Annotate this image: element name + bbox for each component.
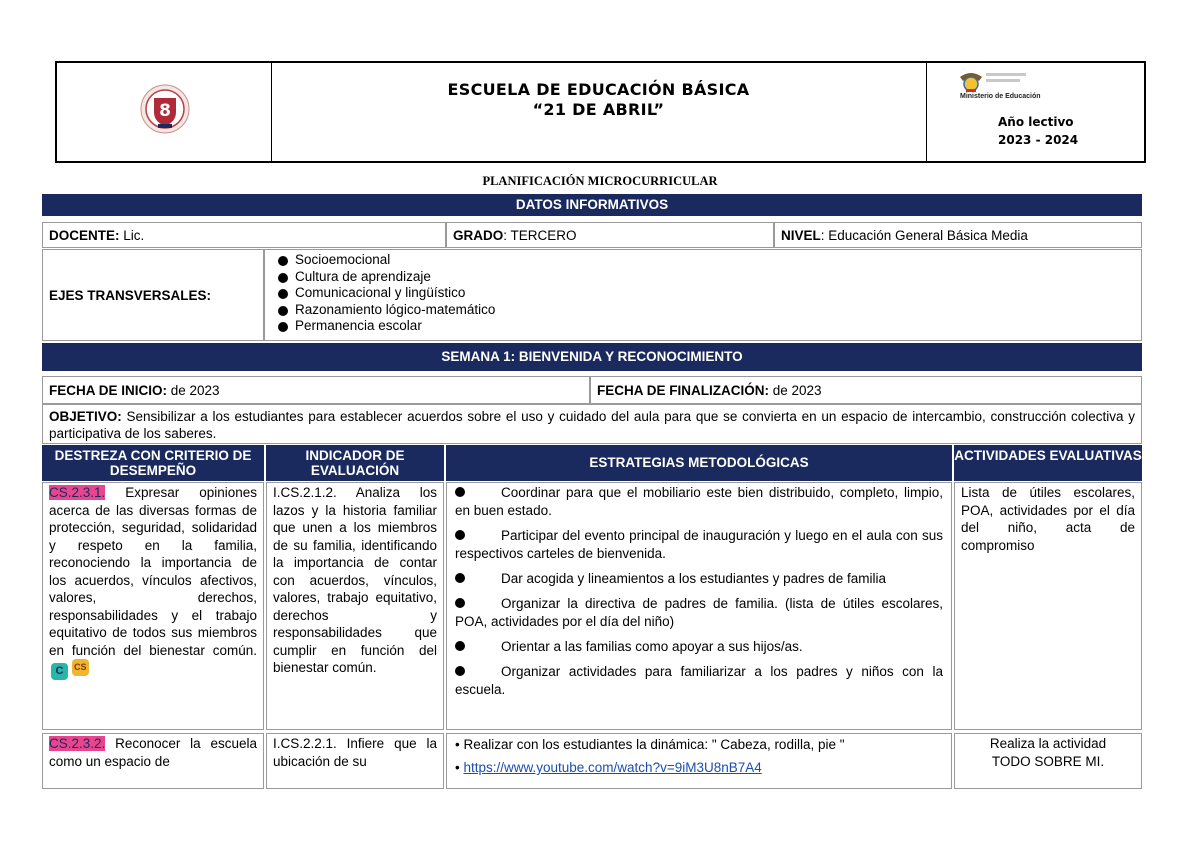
objetivo-cell [42, 404, 1142, 444]
docente-value: Lic. [119, 228, 145, 243]
grado-cell [446, 222, 774, 248]
nivel-cell [774, 222, 1142, 248]
objetivo-text: Sensibilizar a los estudiantes para establecer acuerdos sobre el uso y cuidado del aula para que se convierta en un espacio de intercambio, construcción colectiva y participativa de los saberes. [49, 409, 1135, 441]
page-title: PLANIFICACIÓN MICROCURRICULAR [482, 174, 718, 188]
svg-text:8: 8 [159, 101, 171, 121]
fecha-inicio-label: FECHA DE INICIO: [49, 383, 167, 398]
video-link[interactable]: https://www.youtube.com/watch?v=9iM3U8nB7A4 [463, 760, 762, 775]
school-name-line1: ESCUELA DE EDUCACIÓN BÁSICA [447, 80, 750, 99]
list-item: • https://www.youtube.com/watch?v=9iM3U8nB7A4 [455, 760, 762, 775]
ministry-logo-text: Ministerio de Educación [960, 93, 1041, 100]
row1-indicador-cell [266, 482, 444, 730]
col-header-actividades: ACTIVIDADES EVALUATIVAS [954, 445, 1142, 481]
nivel-value: : Educación General Básica Media [820, 228, 1028, 243]
actividades-text: Lista de útiles escolares, POA, actividades por el día del niño, acta de compromiso [961, 485, 1135, 553]
row2-estrategias-cell [446, 733, 952, 789]
year-cell [926, 63, 1144, 161]
ejes-list [275, 252, 1135, 335]
list-item: Comunicacional y lingüístico [275, 285, 1135, 302]
bullet-icon [278, 289, 288, 299]
nivel-label: NIVEL [781, 228, 821, 243]
list-item: Dar acogida y lineamientos a los estudiantes y padres de familia [455, 570, 943, 588]
grado-value: : TERCERO [503, 228, 577, 243]
fecha-fin-label: FECHA DE FINALIZACIÓN: [597, 383, 769, 398]
destreza-code: CS.2.3.2. [49, 736, 106, 751]
docente-label: DOCENTE: [49, 228, 120, 243]
list-item: Organizar actividades para familiarizar a los padres y niños con la escuela. [455, 664, 943, 697]
school-name-cell [271, 63, 927, 161]
badge-c-icon: C [51, 663, 68, 680]
badge-cs-icon: CS [72, 659, 89, 676]
list-item: Orientar a las familias como apoyar a sus hijos/as. [455, 638, 943, 656]
row2-actividades-cell [954, 733, 1142, 789]
datos-band: DATOS INFORMATIVOS [42, 194, 1142, 216]
bullet-icon [455, 573, 465, 583]
bullet-icon [278, 322, 288, 332]
ejes-label-cell [42, 249, 264, 341]
destreza-code: CS.2.3.1. [49, 485, 106, 500]
bullet-icon [278, 273, 288, 283]
list-item: Coordinar para que el mobiliario este bien distribuido, completo, limpio, en buen estado. [455, 485, 943, 518]
ministry-logo [958, 71, 1041, 105]
grado-label: GRADO [453, 228, 504, 243]
bullet-icon [455, 530, 465, 540]
list-item: Organizar la directiva de padres de familia. (lista de útiles escolares, POA, actividades por el día del niño) [455, 596, 943, 629]
row1-actividades-cell [954, 482, 1142, 730]
school-name-line2: “21 DE ABRIL” [532, 100, 665, 119]
list-item: Socioemocional [275, 252, 1135, 269]
row2-indicador-cell [266, 733, 444, 789]
col-header-indicador: INDICADOR DE EVALUACIÓN [266, 445, 444, 481]
list-item: Permanencia escolar [275, 318, 1135, 335]
bullet-icon [455, 641, 465, 651]
indicador-text: I.CS.2.2.1. Infiere que la ubicación de su [273, 736, 437, 769]
col-header-destreza: DESTREZA CON CRITERIO DE DESEMPEÑO [42, 445, 264, 481]
fecha-inicio-value: de 2023 [167, 383, 220, 398]
actividades-text: Realiza la actividad TODO SOBRE MI. [989, 736, 1107, 769]
row1-destreza-cell [42, 482, 264, 730]
row2-destreza-cell [42, 733, 264, 789]
ejes-label: EJES TRANSVERSALES: [49, 288, 212, 303]
list-item: • Realizar con los estudiantes la dinámica: " Cabeza, rodilla, pie " [455, 737, 845, 752]
bullet-icon [455, 666, 465, 676]
destreza-text: Reconocer la escuela como un espacio de [49, 736, 257, 769]
bullet-icon [455, 487, 465, 497]
school-logo-cell [57, 63, 272, 161]
list-item: Participar del evento principal de inauguración y luego en el aula con sus respectivos carteles de bienvenida. [455, 528, 943, 561]
ecuador-coat-of-arms-icon [958, 71, 984, 93]
destreza-text: Expresar opiniones acerca de las diversas formas de protección, seguridad, solidaridad y respeto en la familia, reconociendo la importancia de los acuerdos, vínculos afectivos, valores, derechos, responsabilidades y el trabajo equitativo de todos sus miembros en función del bienestar común. [49, 485, 257, 658]
list-item: Razonamiento lógico-matemático [275, 302, 1135, 319]
bullet-icon [278, 256, 288, 266]
indicador-text: I.CS.2.1.2. Analiza los lazos y la historia familiar que unen a los miembros de su familia, identificando la importancia de contar con acuerdos, vínculos, valores, trabajo equitativo, derechos y responsabilidades que cumplir en función del bienestar común. [273, 485, 437, 675]
objetivo-label: OBJETIVO: [49, 409, 122, 424]
bullet-icon [278, 306, 288, 316]
col-header-estrategias: ESTRATEGIAS METODOLÓGICAS [446, 445, 952, 481]
year-label: Año lectivo [998, 115, 1074, 129]
list-item: Cultura de aprendizaje [275, 269, 1135, 286]
fecha-fin-cell [590, 376, 1142, 404]
school-logo [139, 83, 191, 135]
bullet-icon [455, 598, 465, 608]
ejes-list-cell [264, 249, 1142, 341]
fecha-inicio-cell [42, 376, 590, 404]
docente-cell [42, 222, 446, 248]
year-value: 2023 - 2024 [998, 133, 1079, 147]
semana-band: SEMANA 1: BIENVENIDA Y RECONOCIMIENTO [42, 343, 1142, 371]
fecha-fin-value: de 2023 [769, 383, 822, 398]
row1-estrategias-cell [446, 482, 952, 730]
header-box [55, 61, 1146, 163]
